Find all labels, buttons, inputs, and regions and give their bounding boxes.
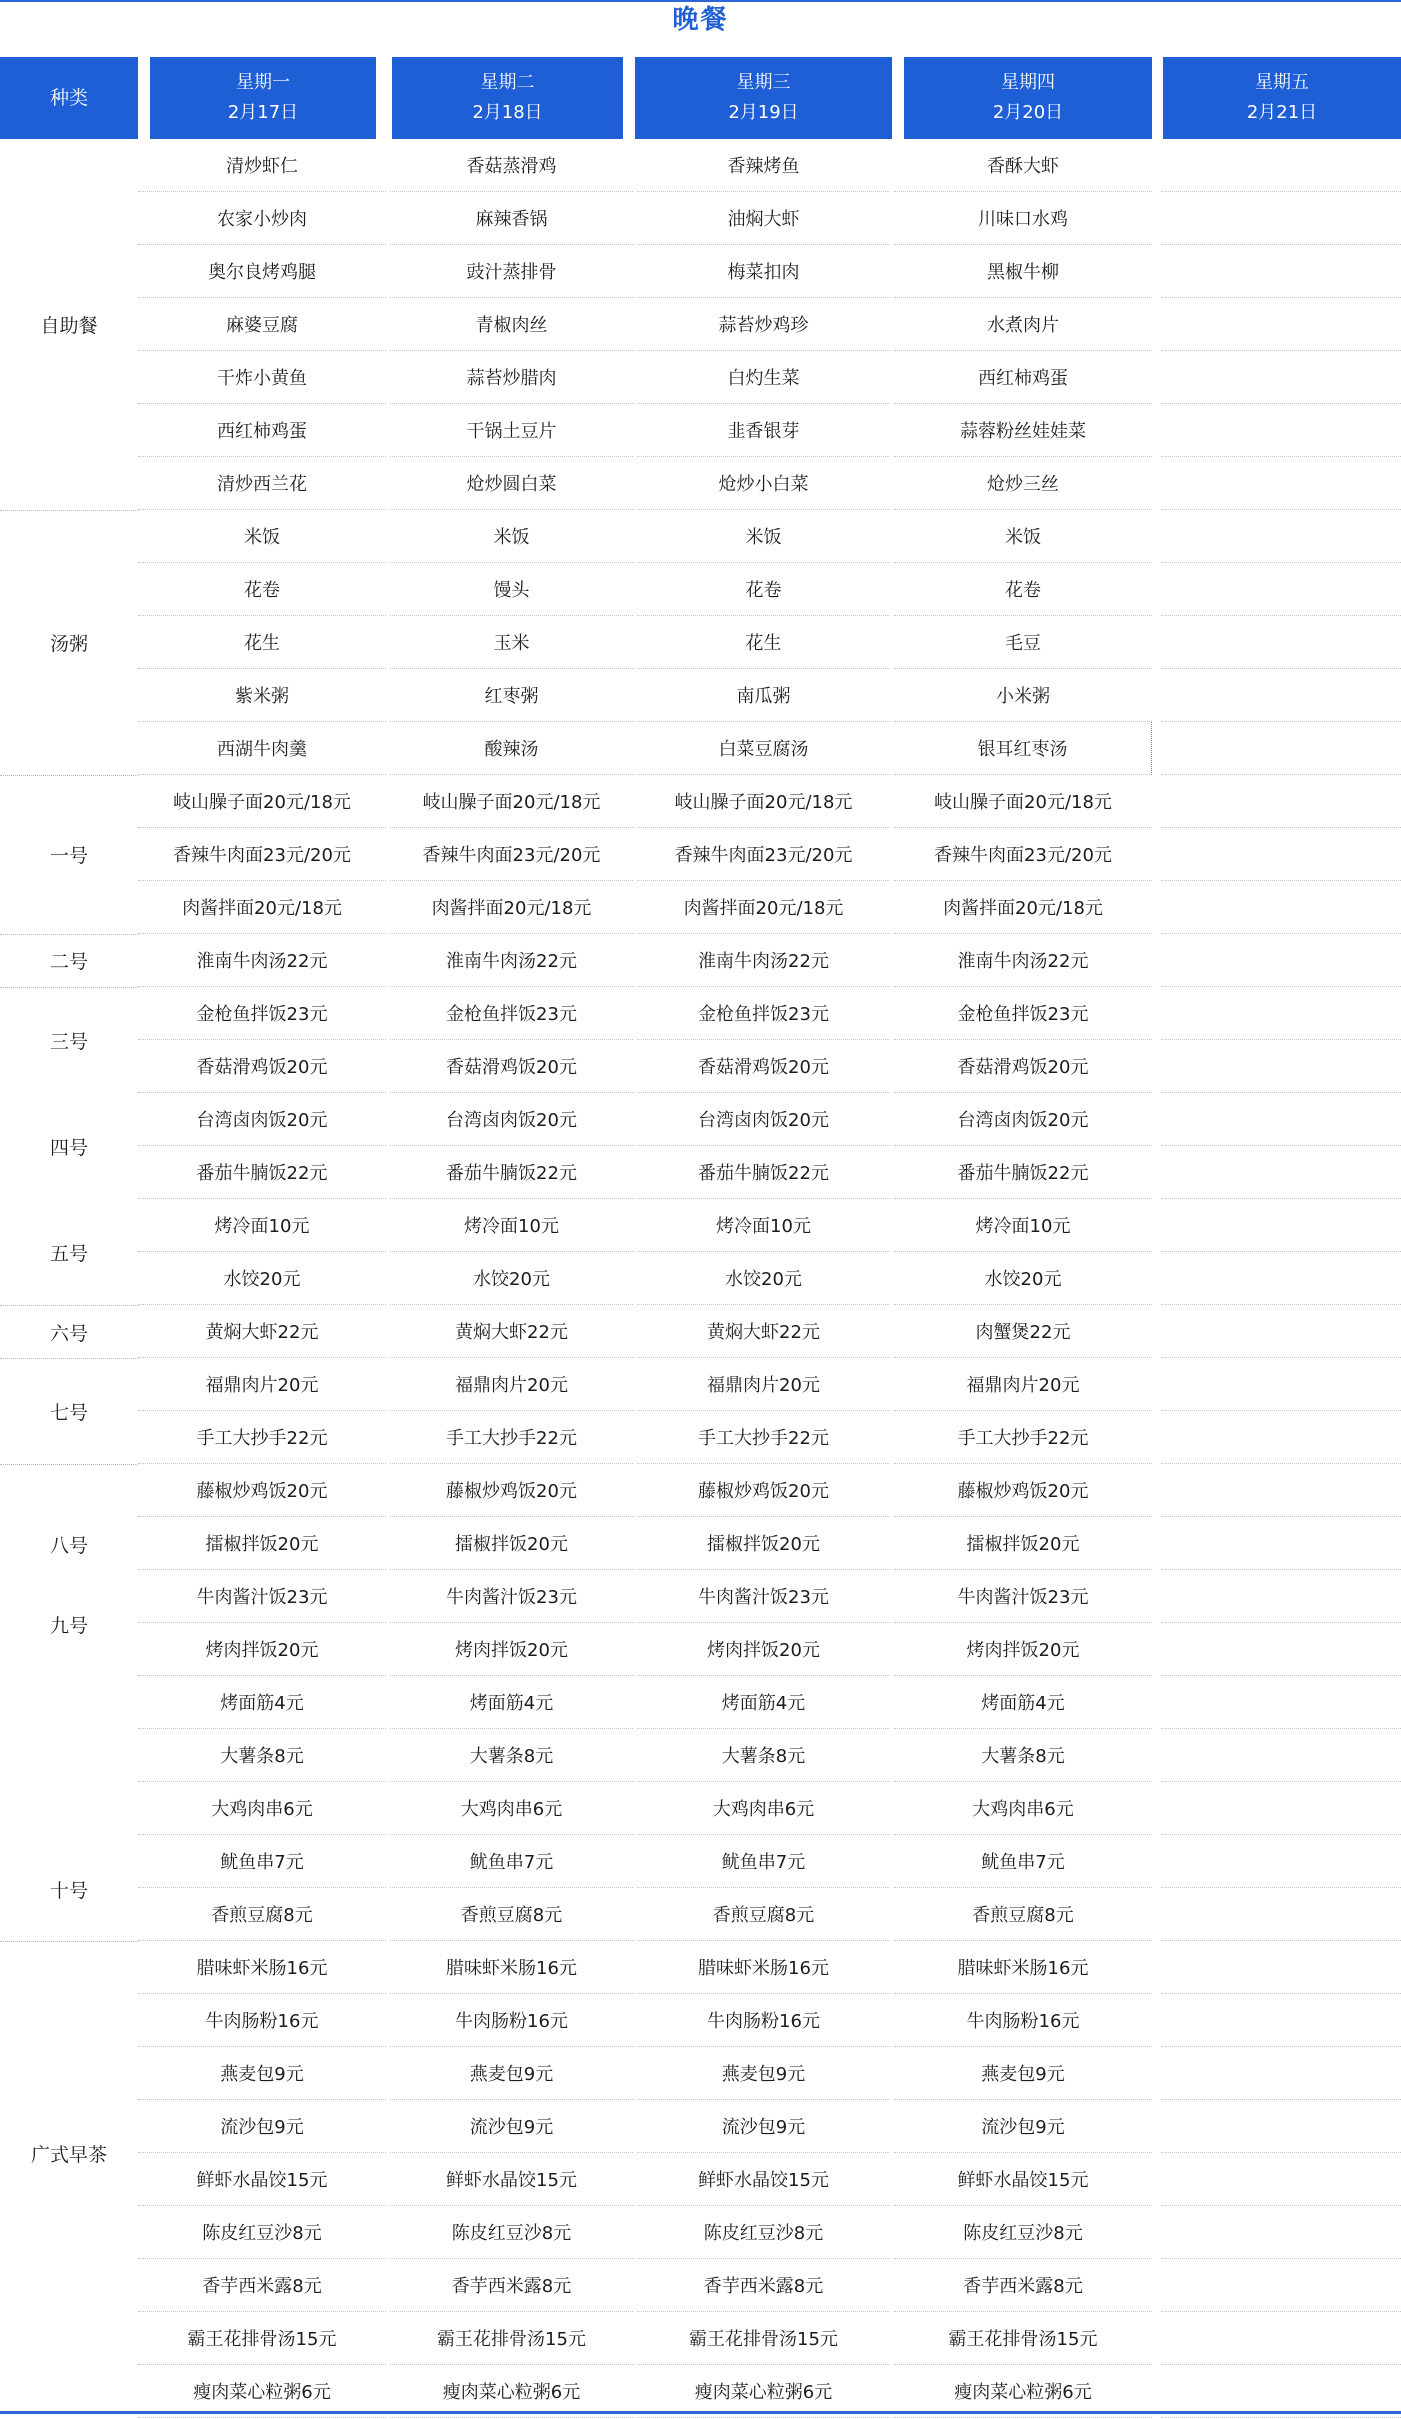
menu-cell-empty: [1161, 669, 1401, 722]
menu-cell: 台湾卤肉饭20元: [138, 1093, 386, 1146]
table-row: [0, 2100, 1401, 2153]
menu-cell: 香菇蒸滑鸡: [390, 139, 633, 192]
menu-cell: 番茄牛腩饭22元: [894, 1146, 1152, 1199]
menu-cell: 炝炒小白菜: [637, 457, 890, 510]
table-row: [0, 2153, 1401, 2206]
menu-cell: 鱿鱼串7元: [894, 1835, 1152, 1888]
menu-cell: 蒜蓉粉丝娃娃菜: [894, 404, 1152, 457]
category-label: 自助餐: [40, 315, 98, 337]
menu-cell: 肉酱拌面20元/18元: [138, 881, 386, 934]
menu-cell: 鱿鱼串7元: [637, 1835, 890, 1888]
header-weekday: 星期五: [1255, 72, 1309, 93]
menu-cell-empty: [1161, 2047, 1401, 2100]
menu-cell: 花生: [637, 616, 890, 669]
menu-cell: 水饺20元: [390, 1252, 633, 1305]
category-label: 汤粥: [49, 633, 88, 655]
menu-cell: 手工大抄手22元: [138, 1411, 386, 1464]
menu-cell-empty: [1161, 1464, 1401, 1517]
menu-cell: 岐山臊子面20元/18元: [894, 775, 1152, 828]
category-label: 四号: [49, 1137, 88, 1159]
menu-cell-empty: [1161, 510, 1401, 563]
table-row: [0, 775, 1401, 828]
menu-cell: 肉酱拌面20元/18元: [637, 881, 890, 934]
menu-cell: 大薯条8元: [138, 1729, 386, 1782]
menu-cell-empty: [1161, 1782, 1401, 1835]
table-row: [0, 1888, 1401, 1941]
menu-cell: 手工大抄手22元: [894, 1411, 1152, 1464]
menu-cell: 大鸡肉串6元: [894, 1782, 1152, 1835]
menu-cell: 福鼎肉片20元: [138, 1358, 386, 1411]
menu-cell: 香煎豆腐8元: [637, 1888, 890, 1941]
menu-cell: 淮南牛肉汤22元: [637, 934, 890, 987]
table-row: [0, 139, 1401, 192]
menu-cell: 腊味虾米肠16元: [138, 1941, 386, 1994]
category-label: 三号: [49, 1031, 88, 1053]
menu-cell-empty: [1161, 351, 1401, 404]
menu-cell: 西湖牛肉羹: [138, 722, 386, 775]
menu-cell: 番茄牛腩饭22元: [390, 1146, 633, 1199]
menu-cell: 流沙包9元: [390, 2100, 633, 2153]
menu-cell-empty: [1161, 1729, 1401, 1782]
table-row: [0, 510, 1401, 563]
menu-cell: 香菇滑鸡饭20元: [894, 1040, 1152, 1093]
menu-cell: 西红柿鸡蛋: [138, 404, 386, 457]
table-row: [0, 1517, 1401, 1570]
menu-cell: 蒜苔炒腊肉: [390, 351, 633, 404]
menu-cell: 瘦肉菜心粒粥6元: [637, 2365, 890, 2418]
menu-cell: 霸王花排骨汤15元: [390, 2312, 633, 2365]
bottom-rule: [0, 2411, 1401, 2414]
table-row: [0, 1146, 1401, 1199]
menu-cell: 烤面筋4元: [637, 1676, 890, 1729]
menu-cell: 燕麦包9元: [637, 2047, 890, 2100]
menu-cell: 农家小炒肉: [138, 192, 386, 245]
menu-cell: 台湾卤肉饭20元: [390, 1093, 633, 1146]
menu-cell: 牛肉肠粉16元: [894, 1994, 1152, 2047]
menu-cell-empty: [1161, 1040, 1401, 1093]
table-row: [0, 1411, 1401, 1464]
table-row: [0, 351, 1401, 404]
menu-cell: 番茄牛腩饭22元: [138, 1146, 386, 1199]
menu-cell: 黄焖大虾22元: [138, 1305, 386, 1358]
menu-cell: 流沙包9元: [138, 2100, 386, 2153]
table-row: [0, 2259, 1401, 2312]
header-day-wed: [635, 57, 892, 139]
menu-cell: 大薯条8元: [390, 1729, 633, 1782]
menu-cell: 淮南牛肉汤22元: [894, 934, 1152, 987]
table-row: [0, 934, 1401, 987]
menu-cell-empty: [1161, 1888, 1401, 1941]
menu-cell: 鲜虾水晶饺15元: [138, 2153, 386, 2206]
menu-cell: 梅菜扣肉: [637, 245, 890, 298]
menu-cell: 炝炒三丝: [894, 457, 1152, 510]
menu-cell: 烤冷面10元: [138, 1199, 386, 1252]
menu-cell: 香菇滑鸡饭20元: [138, 1040, 386, 1093]
menu-cell: 白灼生菜: [637, 351, 890, 404]
menu-cell: 烤肉拌饭20元: [894, 1623, 1152, 1676]
menu-cell: 藤椒炒鸡饭20元: [894, 1464, 1152, 1517]
menu-cell: 馒头: [390, 563, 633, 616]
category-label: 一号: [49, 845, 88, 867]
menu-cell-empty: [1161, 404, 1401, 457]
table-row: [0, 722, 1401, 775]
menu-cell: 玉米: [390, 616, 633, 669]
menu-cell: 米饭: [138, 510, 386, 563]
menu-cell: 鲜虾水晶饺15元: [894, 2153, 1152, 2206]
menu-cell-empty: [1161, 1676, 1401, 1729]
menu-cell: 水饺20元: [138, 1252, 386, 1305]
menu-cell-empty: [1161, 1411, 1401, 1464]
header-date: 2月20日: [992, 102, 1064, 123]
menu-cell: 白菜豆腐汤: [637, 722, 890, 775]
menu-cell: 台湾卤肉饭20元: [894, 1093, 1152, 1146]
table-row: [0, 2047, 1401, 2100]
table-row: [0, 1040, 1401, 1093]
menu-cell: 黄焖大虾22元: [390, 1305, 633, 1358]
menu-cell: 番茄牛腩饭22元: [637, 1146, 890, 1199]
menu-cell-empty: [1161, 2153, 1401, 2206]
menu-cell: 香辣牛肉面23元/20元: [894, 828, 1152, 881]
menu-cell: 米饭: [390, 510, 633, 563]
menu-cell: 燕麦包9元: [390, 2047, 633, 2100]
menu-cell: 鲜虾水晶饺15元: [390, 2153, 633, 2206]
menu-cell: 大鸡肉串6元: [637, 1782, 890, 1835]
menu-cell-empty: [1161, 1994, 1401, 2047]
menu-cell: 肉酱拌面20元/18元: [390, 881, 633, 934]
category-label: 九号: [49, 1615, 88, 1637]
menu-cell: 擂椒拌饭20元: [894, 1517, 1152, 1570]
menu-cell: 水饺20元: [637, 1252, 890, 1305]
menu-cell: 陈皮红豆沙8元: [894, 2206, 1152, 2259]
menu-cell: 小米粥: [894, 669, 1152, 722]
header-category-label: 种类: [49, 87, 88, 109]
menu-cell-empty: [1161, 1305, 1401, 1358]
menu-cell-empty: [1161, 298, 1401, 351]
menu-cell: 川味口水鸡: [894, 192, 1152, 245]
menu-cell: 毛豆: [894, 616, 1152, 669]
menu-cell: 岐山臊子面20元/18元: [138, 775, 386, 828]
menu-cell: 岐山臊子面20元/18元: [390, 775, 633, 828]
menu-cell: 米饭: [894, 510, 1152, 563]
category-label: 八号: [49, 1535, 88, 1557]
menu-cell-empty: [1161, 722, 1401, 775]
header-date: 2月21日: [1246, 102, 1318, 123]
table-row: [0, 1358, 1401, 1411]
menu-cell: 肉蟹煲22元: [894, 1305, 1152, 1358]
menu-cell: 瘦肉菜心粒粥6元: [894, 2365, 1152, 2418]
menu-cell: 蒜苔炒鸡珍: [637, 298, 890, 351]
menu-cell: 干炸小黄鱼: [138, 351, 386, 404]
menu-cell-empty: [1161, 775, 1401, 828]
menu-cell-empty: [1161, 1623, 1401, 1676]
menu-cell-empty: [1161, 881, 1401, 934]
category-label: 五号: [49, 1243, 88, 1265]
menu-cell: 腊味虾米肠16元: [637, 1941, 890, 1994]
menu-cell: 擂椒拌饭20元: [390, 1517, 633, 1570]
header-day-thu: [904, 57, 1152, 139]
header-weekday: 星期一: [236, 72, 290, 93]
menu-cell: 擂椒拌饭20元: [138, 1517, 386, 1570]
table-row: [0, 1093, 1401, 1146]
menu-cell: 燕麦包9元: [894, 2047, 1152, 2100]
menu-cell: 燕麦包9元: [138, 2047, 386, 2100]
header-category: [0, 57, 138, 139]
category-label: 二号: [49, 951, 88, 973]
table-row: [0, 2206, 1401, 2259]
table-row: [0, 1941, 1401, 1994]
menu-cell-empty: [1161, 1517, 1401, 1570]
table-row: [0, 457, 1401, 510]
menu-cell: 肉酱拌面20元/18元: [894, 881, 1152, 934]
menu-cell: 金枪鱼拌饭23元: [637, 987, 890, 1040]
menu-cell: 大鸡肉串6元: [138, 1782, 386, 1835]
menu-cell: 手工大抄手22元: [637, 1411, 890, 1464]
menu-cell: 红枣粥: [390, 669, 633, 722]
category-label: 六号: [49, 1323, 88, 1345]
menu-cell: 黑椒牛柳: [894, 245, 1152, 298]
header-day-mon: [150, 57, 376, 139]
category-label: 广式早茶: [30, 2144, 107, 2166]
table-row: [0, 1994, 1401, 2047]
menu-cell: 大鸡肉串6元: [390, 1782, 633, 1835]
menu-cell: 烤冷面10元: [390, 1199, 633, 1252]
menu-cell: 流沙包9元: [637, 2100, 890, 2153]
menu-cell: 青椒肉丝: [390, 298, 633, 351]
menu-cell: 清炒西兰花: [138, 457, 386, 510]
table-row: [0, 298, 1401, 351]
menu-cell: 香酥大虾: [894, 139, 1152, 192]
menu-cell: 烤面筋4元: [390, 1676, 633, 1729]
table-row: [0, 616, 1401, 669]
menu-cell: 岐山臊子面20元/18元: [637, 775, 890, 828]
menu-cell: 香芋西米露8元: [138, 2259, 386, 2312]
menu-cell: 陈皮红豆沙8元: [637, 2206, 890, 2259]
menu-cell: 香辣牛肉面23元/20元: [138, 828, 386, 881]
menu-cell: 手工大抄手22元: [390, 1411, 633, 1464]
menu-cell: 金枪鱼拌饭23元: [390, 987, 633, 1040]
header-date: 2月19日: [728, 102, 799, 123]
menu-cell: 金枪鱼拌饭23元: [894, 987, 1152, 1040]
menu-cell: 牛肉酱汁饭23元: [894, 1570, 1152, 1623]
menu-cell: 大薯条8元: [637, 1729, 890, 1782]
menu-cell: 藤椒炒鸡饭20元: [390, 1464, 633, 1517]
menu-cell: 霸王花排骨汤15元: [894, 2312, 1152, 2365]
menu-cell: 牛肉肠粉16元: [138, 1994, 386, 2047]
menu-cell: 奥尔良烤鸡腿: [138, 245, 386, 298]
table-row: [0, 563, 1401, 616]
menu-cell-empty: [1161, 1941, 1401, 1994]
menu-cell: 烤冷面10元: [637, 1199, 890, 1252]
menu-cell: 霸王花排骨汤15元: [138, 2312, 386, 2365]
table-row: [0, 245, 1401, 298]
table-row: [0, 1676, 1401, 1729]
menu-cell: 淮南牛肉汤22元: [138, 934, 386, 987]
menu-cell: 香芋西米露8元: [390, 2259, 633, 2312]
menu-cell: 花卷: [894, 563, 1152, 616]
menu-cell: 水煮肉片: [894, 298, 1152, 351]
menu-cell-empty: [1161, 2100, 1401, 2153]
menu-cell: 花卷: [637, 563, 890, 616]
table-row: [0, 1782, 1401, 1835]
menu-cell-empty: [1161, 616, 1401, 669]
menu-table-body: [0, 139, 1401, 2418]
table-row: [0, 828, 1401, 881]
menu-cell: 淮南牛肉汤22元: [390, 934, 633, 987]
menu-cell: 烤面筋4元: [138, 1676, 386, 1729]
menu-cell: 香菇滑鸡饭20元: [637, 1040, 890, 1093]
menu-cell: 陈皮红豆沙8元: [390, 2206, 633, 2259]
menu-cell: 陈皮红豆沙8元: [138, 2206, 386, 2259]
menu-cell: 牛肉酱汁饭23元: [637, 1570, 890, 1623]
table-row: [0, 1570, 1401, 1623]
menu-cell: 酸辣汤: [390, 722, 633, 775]
menu-cell: 福鼎肉片20元: [390, 1358, 633, 1411]
menu-cell-empty: [1161, 987, 1401, 1040]
table-row: [0, 2312, 1401, 2365]
menu-cell: 麻辣香锅: [390, 192, 633, 245]
menu-cell-empty: [1161, 2259, 1401, 2312]
menu-cell: 霸王花排骨汤15元: [637, 2312, 890, 2365]
menu-cell: 台湾卤肉饭20元: [637, 1093, 890, 1146]
menu-cell: 香辣牛肉面23元/20元: [390, 828, 633, 881]
menu-cell-empty: [1161, 192, 1401, 245]
menu-cell: 豉汁蒸排骨: [390, 245, 633, 298]
menu-cell: 香煎豆腐8元: [894, 1888, 1152, 1941]
header-date: 2月18日: [472, 102, 543, 123]
menu-cell: 南瓜粥: [637, 669, 890, 722]
table-row: [0, 1199, 1401, 1252]
menu-cell: 香芋西米露8元: [894, 2259, 1152, 2312]
menu-cell-empty: [1161, 1199, 1401, 1252]
menu-cell: 金枪鱼拌饭23元: [138, 987, 386, 1040]
page-title: 晚餐: [672, 5, 729, 35]
menu-cell-empty: [1161, 1835, 1401, 1888]
menu-cell: 香煎豆腐8元: [138, 1888, 386, 1941]
table-row: [0, 1464, 1401, 1517]
menu-cell: 香辣牛肉面23元/20元: [637, 828, 890, 881]
menu-cell: 牛肉肠粉16元: [637, 1994, 890, 2047]
menu-cell-empty: [1161, 139, 1401, 192]
menu-cell: 烤肉拌饭20元: [138, 1623, 386, 1676]
menu-cell: 鲜虾水晶饺15元: [637, 2153, 890, 2206]
menu-cell: 藤椒炒鸡饭20元: [637, 1464, 890, 1517]
menu-cell: 水饺20元: [894, 1252, 1152, 1305]
menu-cell-empty: [1161, 1146, 1401, 1199]
menu-cell: 韭香银芽: [637, 404, 890, 457]
table-row: [0, 881, 1401, 934]
menu-cell: 花生: [138, 616, 386, 669]
menu-cell: 流沙包9元: [894, 2100, 1152, 2153]
menu-cell: 福鼎肉片20元: [894, 1358, 1152, 1411]
menu-cell: 牛肉酱汁饭23元: [138, 1570, 386, 1623]
menu-cell: 米饭: [637, 510, 890, 563]
menu-cell: 藤椒炒鸡饭20元: [138, 1464, 386, 1517]
menu-cell: 西红柿鸡蛋: [894, 351, 1152, 404]
header-date: 2月17日: [227, 102, 299, 123]
menu-cell: 烤肉拌饭20元: [637, 1623, 890, 1676]
menu-cell: 大薯条8元: [894, 1729, 1152, 1782]
menu-cell-empty: [1161, 2206, 1401, 2259]
table-row: [0, 1252, 1401, 1305]
menu-cell: 干锅土豆片: [390, 404, 633, 457]
menu-cell: 香芋西米露8元: [637, 2259, 890, 2312]
menu-cell: 鱿鱼串7元: [138, 1835, 386, 1888]
table-row: [0, 1305, 1401, 1358]
menu-cell-empty: [1161, 457, 1401, 510]
header-day-tue: [392, 57, 623, 139]
header-weekday: 星期三: [736, 72, 791, 93]
table-row: [0, 404, 1401, 457]
category-label: 十号: [49, 1880, 88, 1902]
menu-cell-empty: [1161, 1570, 1401, 1623]
menu-cell: 烤肉拌饭20元: [390, 1623, 633, 1676]
menu-cell-empty: [1161, 1252, 1401, 1305]
menu-cell: 烤冷面10元: [894, 1199, 1152, 1252]
menu-cell: 香辣烤鱼: [637, 139, 890, 192]
table-row: [0, 987, 1401, 1040]
menu-cell: 黄焖大虾22元: [637, 1305, 890, 1358]
menu-cell: 炝炒圆白菜: [390, 457, 633, 510]
menu-cell: 瘦肉菜心粒粥6元: [138, 2365, 386, 2418]
table-row: [0, 192, 1401, 245]
header-weekday: 星期四: [1001, 72, 1055, 93]
menu-cell-empty: [1161, 828, 1401, 881]
menu-cell: 鱿鱼串7元: [390, 1835, 633, 1888]
header-weekday: 星期二: [480, 72, 535, 93]
menu-cell: 牛肉肠粉16元: [390, 1994, 633, 2047]
menu-cell-empty: [1161, 934, 1401, 987]
menu-cell-empty: [1161, 1093, 1401, 1146]
header-day-fri: [1163, 57, 1401, 139]
menu-cell: 牛肉酱汁饭23元: [390, 1570, 633, 1623]
table-row: [0, 669, 1401, 722]
menu-cell: 腊味虾米肠16元: [894, 1941, 1152, 1994]
menu-cell-empty: [1161, 245, 1401, 298]
menu-cell-empty: [1161, 1358, 1401, 1411]
menu-cell: 烤面筋4元: [894, 1676, 1152, 1729]
table-row: [0, 1623, 1401, 1676]
menu-cell: 银耳红枣汤: [894, 722, 1152, 775]
table-row: [0, 1729, 1401, 1782]
menu-cell: 清炒虾仁: [138, 139, 386, 192]
menu-cell: 香菇滑鸡饭20元: [390, 1040, 633, 1093]
menu-cell: 腊味虾米肠16元: [390, 1941, 633, 1994]
menu-cell: 紫米粥: [138, 669, 386, 722]
menu-cell: 麻婆豆腐: [138, 298, 386, 351]
menu-cell: 花卷: [138, 563, 386, 616]
menu-cell-empty: [1161, 563, 1401, 616]
menu-cell: 擂椒拌饭20元: [637, 1517, 890, 1570]
menu-cell: 香煎豆腐8元: [390, 1888, 633, 1941]
category-label: 七号: [49, 1402, 88, 1424]
table-row: [0, 1835, 1401, 1888]
menu-cell-empty: [1161, 2312, 1401, 2365]
menu-cell: 瘦肉菜心粒粥6元: [390, 2365, 633, 2418]
menu-cell: 油焖大虾: [637, 192, 890, 245]
menu-cell: 福鼎肉片20元: [637, 1358, 890, 1411]
